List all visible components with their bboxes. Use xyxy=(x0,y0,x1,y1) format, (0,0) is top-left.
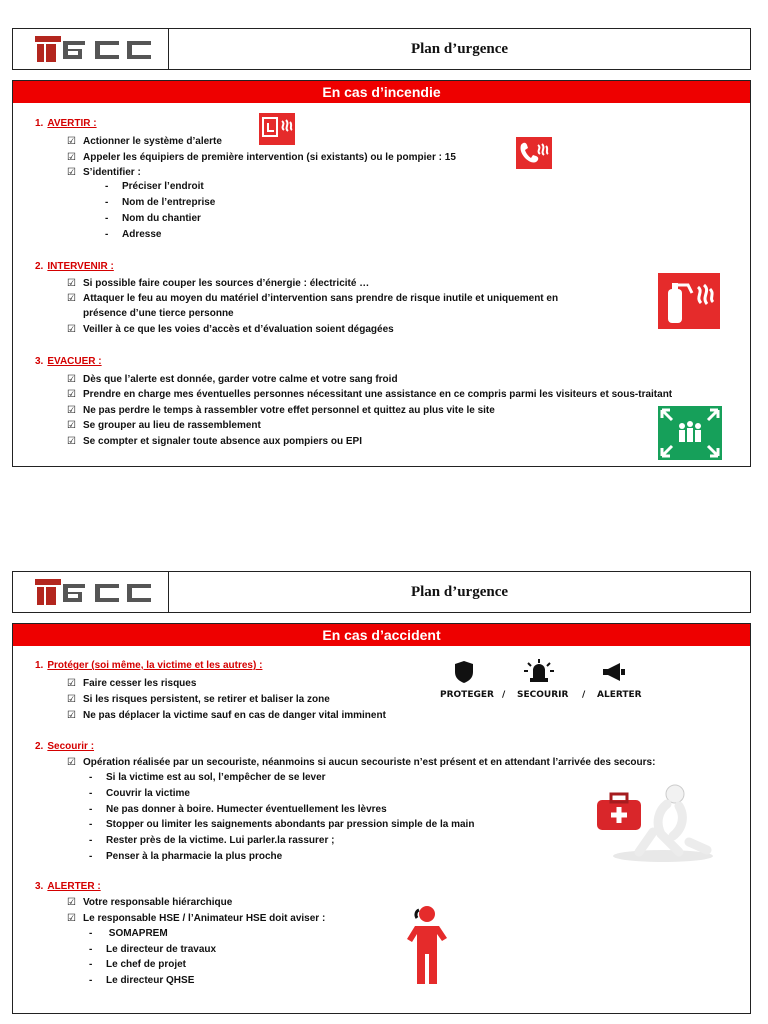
list-item: - SOMAPREM xyxy=(89,928,168,939)
accident-banner: En cas d’accident xyxy=(13,624,750,646)
list-item: présence d’une tierce personne xyxy=(83,308,234,319)
list-item: ☑ Ne pas déplacer la victime sauf en cas de danger vital imminent xyxy=(67,710,386,721)
section-avertir-title: 1. AVERTIR : xyxy=(35,118,97,129)
accident-panel xyxy=(12,623,751,1014)
list-item: ☑ Si possible faire couper les sources d’énergie : électricité … xyxy=(67,278,369,289)
fire-alarm-icon xyxy=(259,113,295,145)
list-item: ☑ Faire cesser les risques xyxy=(67,678,196,689)
secourir-label: SECOURIR xyxy=(517,690,569,700)
list-item: - Couvrir la victime xyxy=(89,788,190,799)
separator-label: / xyxy=(502,690,506,700)
logo-letters xyxy=(61,582,156,604)
list-item: - Le directeur de travaux xyxy=(89,944,216,955)
list-item: - Adresse xyxy=(105,229,161,240)
siren-icon xyxy=(522,658,556,684)
phone-person-icon xyxy=(403,904,455,986)
section-proteger-title: 1. Protéger (soi même, la victime et les autres) : xyxy=(35,660,263,671)
tgcc-logo xyxy=(13,29,169,69)
list-item: ☑ Opération réalisée par un secouriste, néanmoins si aucun secouriste n’est présent et en attendant l’arrivée des secours: xyxy=(67,757,655,768)
list-item: ☑ Veiller à ce que les voies d’accès et d’évaluation soient dégagées xyxy=(67,324,394,335)
list-item: - Ne pas donner à boire. Humecter éventuellement les lèvres xyxy=(89,804,387,815)
list-item: - Le directeur QHSE xyxy=(89,975,194,986)
list-item: ☑ S’identifier : xyxy=(67,167,141,178)
list-item: - Nom de l’entreprise xyxy=(105,197,215,208)
fire-banner: En cas d’incendie xyxy=(13,81,750,103)
list-item: - Le chef de projet xyxy=(89,959,186,970)
list-item: ☑ Se grouper au lieu de rassemblement xyxy=(67,420,261,431)
fire-panel xyxy=(12,80,751,467)
header-page2 xyxy=(12,571,751,613)
list-item: ☑ Votre responsable hiérarchique xyxy=(67,897,232,908)
list-item: - Penser à la pharmacie la plus proche xyxy=(89,851,282,862)
list-item: - Préciser l’endroit xyxy=(105,181,204,192)
list-item: ☑ Prendre en charge mes éventuelles personnes nécessitant une assistance en ce compris parmi les visiteurs et sous-traitant xyxy=(67,389,672,400)
page-title: Plan d’urgence xyxy=(410,41,509,57)
megaphone-icon xyxy=(601,662,627,682)
first-aid-kit-icon xyxy=(593,782,718,864)
logo-letters xyxy=(61,39,156,61)
list-item: ☑ Appeler les équipiers de première intervention (si existants) ou le pompier : 15 xyxy=(67,152,456,163)
tgcc-logo xyxy=(13,572,169,612)
tgcc-logo-mark xyxy=(35,579,61,605)
list-item: - Nom du chantier xyxy=(105,213,201,224)
section-intervenir-title: 2. INTERVENIR : xyxy=(35,261,114,272)
separator-label: / xyxy=(582,690,586,700)
section-secourir-title: 2. Secourir : xyxy=(35,741,95,752)
header-page1 xyxy=(12,28,751,70)
list-item: ☑ Actionner le système d’alerte xyxy=(67,136,222,147)
alerter-label: ALERTER xyxy=(597,690,642,700)
section-evacuer-title: 3. EVACUER : xyxy=(35,356,102,367)
page-title: Plan d’urgence xyxy=(410,584,509,600)
list-item: - Si la victime est au sol, l’empêcher de se lever xyxy=(89,772,326,783)
shield-icon xyxy=(453,660,475,684)
list-item: - Stopper ou limiter les saignements abondants par pression simple de la main xyxy=(89,819,474,830)
list-item: ☑ Si les risques persistent, se retirer et baliser la zone xyxy=(67,694,330,705)
list-item: - Rester près de la victime. Lui parler.la rassurer ; xyxy=(89,835,334,846)
list-item: ☑ Ne pas perdre le temps à rassembler votre effet personnel et quittez au plus vite le site xyxy=(67,405,495,416)
list-item: ☑ Attaquer le feu au moyen du matériel d’intervention sans prendre de risque inutile et uniquement en xyxy=(67,293,558,304)
fire-extinguisher-icon xyxy=(658,273,720,329)
assembly-point-icon xyxy=(658,406,722,460)
tgcc-logo-mark xyxy=(35,36,61,62)
section-alerter-title: 3. ALERTER : xyxy=(35,881,101,892)
list-item: ☑ Se compter et signaler toute absence aux pompiers ou EPI xyxy=(67,436,362,447)
fire-phone-icon xyxy=(516,137,552,169)
proteger-label: PROTEGER xyxy=(440,690,494,700)
list-item: ☑ Dès que l’alerte est donnée, garder votre calme et votre sang froid xyxy=(67,374,398,385)
list-item: ☑ Le responsable HSE / l’Animateur HSE doit aviser : xyxy=(67,913,325,924)
